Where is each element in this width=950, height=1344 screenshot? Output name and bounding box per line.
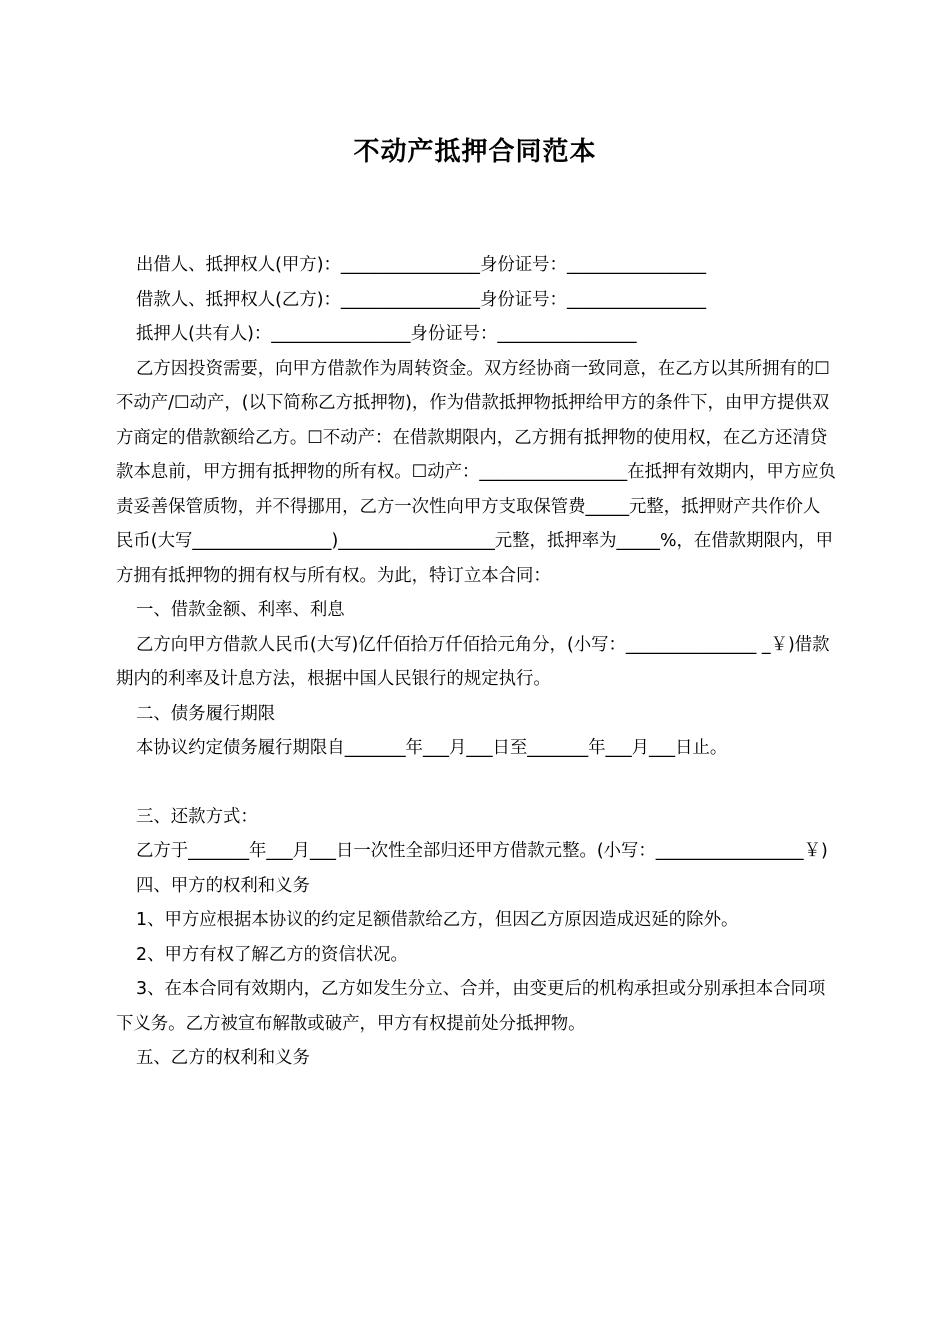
preamble-paragraph: 乙方因投资需要，向甲方借款作为周转资金。双方经协商一致同意，在乙方以其所拥有的☐不动产/☐动产，(以下简称乙方抵押物)，作为借款抵押物抵押给甲方的条件下，由甲方提供双方商定的借款额给乙方。☐不动产：在借款期限内，乙方拥有抵押物的使用权，在乙方还清贷款本息前，甲方拥有抵押物的所有权。☐动产：_________________在抵押有效期内，甲方应负责妥善保管质物，并不得挪用，乙方一次性向甲方支取保管费_____元整，抵押财产共作价人民币(大写________________)__________________元整，抵押率为_____%，在借款期限内，甲方拥有抵押物的拥有权与所有权。为此，特订立本合同：: [116, 358, 836, 586]
section-4-item-3: 3、在本合同有效期内，乙方如发生分立、合并，由变更后的机构承担或分别承担本合同项下义务。乙方被宣布解散或破产，甲方有权提前处分抵押物。: [116, 979, 826, 1034]
section-3-text: 乙方于_______年___月___日一次性全部归还甲方借款元整。(小写：_________________￥): [136, 841, 828, 861]
page-title: 不动产抵押合同范本: [353, 137, 597, 167]
section-1-text: 乙方向甲方借款人民币(大写)亿仟佰拾万仟佰拾元角分，(小写：_______________ _￥)借款期内的利率及计息方法，根据中国人民银行的规定执行。: [116, 634, 830, 689]
mortgagor-line: 抵押人(共有人)：________________身份证号：________________: [136, 324, 637, 344]
section-2-text: 本协议约定债务履行期限自_______年___月___日至_______年___月___日止。: [136, 738, 728, 758]
section-2-heading: 二、债务履行期限: [136, 703, 276, 724]
section-4-item-2: 2、甲方有权了解乙方的资信状况。: [136, 944, 408, 965]
borrower-line: 借款人、抵押权人(乙方)：________________身份证号：________________: [136, 289, 707, 310]
section-4-heading: 四、甲方的权利和义务: [136, 875, 310, 896]
blank-line: [116, 766, 836, 800]
document-body: [116, 248, 836, 1076]
section-3-heading: 三、还款方式：: [136, 806, 258, 827]
lender-line: 出借人、抵押权人(甲方)：________________身份证号：________________: [136, 255, 707, 275]
section-5-heading: 五、乙方的权利和义务: [136, 1048, 310, 1068]
section-4-item-1: 1、甲方应根据本协议的约定足额借款给乙方，但因乙方原因造成迟延的除外。: [136, 910, 739, 930]
section-1-heading: 一、借款金额、利率、利息: [136, 600, 345, 620]
